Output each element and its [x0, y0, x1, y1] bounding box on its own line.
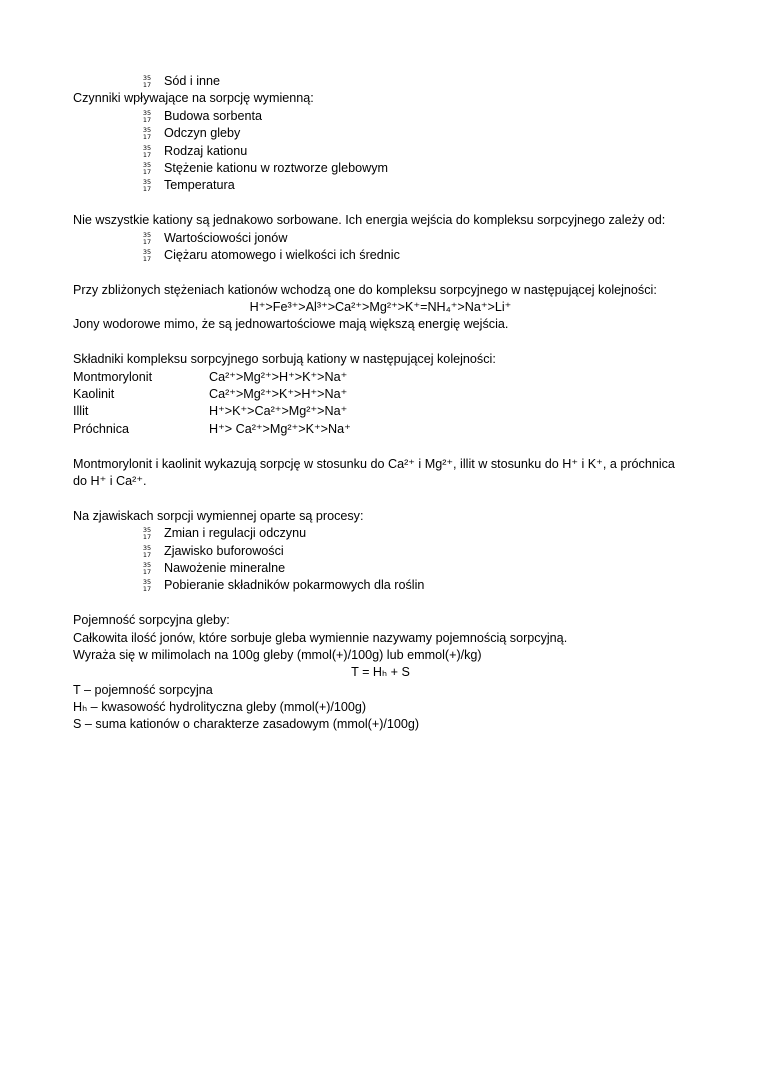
bullet-text: Rodzaj kationu: [164, 143, 248, 158]
bullet-item: [73, 143, 688, 160]
svg-text:35: 35: [142, 178, 152, 187]
wingding-bullet-icon: [141, 526, 153, 540]
paragraph-intro: Na zjawiskach sorpcji wymiennej oparte są procesy:: [73, 508, 364, 523]
cation-series: H⁺> Ca²⁺>Mg²⁺>K⁺>Na⁺: [209, 421, 351, 436]
wingding-bullet-icon: [141, 248, 153, 262]
definition-text: Całkowita ilość jonów, które sorbuje gleba wymiennie nazywamy pojemnością sorpcyjną.: [73, 630, 568, 645]
bullet-item: [73, 160, 688, 177]
svg-text:35: 35: [142, 160, 152, 169]
bullet-text: Pobieranie składników pokarmowych dla roślin: [164, 578, 425, 593]
bullet-item: [73, 543, 688, 560]
svg-text:35: 35: [142, 543, 152, 552]
mineral-name: Illit: [73, 404, 89, 419]
wingding-bullet-icon: [141, 178, 153, 192]
svg-text:35: 35: [142, 143, 152, 152]
factor-list: [73, 108, 688, 195]
wingding-bullet-icon: [141, 109, 153, 123]
wingding-bullet-icon: [141, 561, 153, 575]
svg-text:35: 35: [142, 526, 152, 535]
svg-text:35: 35: [142, 74, 152, 82]
paragraph-intro: Składniki kompleksu sorpcyjnego sorbują kationy w następującej kolejności:: [73, 352, 496, 367]
bullet-text: Stężenie kationu w roztworze glebowym: [164, 160, 388, 175]
bullet-text: Zjawisko buforowości: [164, 543, 284, 558]
svg-text:17: 17: [142, 185, 152, 193]
bullet-item: [73, 525, 688, 542]
process-list: [73, 525, 688, 595]
paragraph-note: Jony wodorowe mimo, że są jednowartościowe mają większą energię wejścia.: [73, 317, 509, 332]
section-heading: Czynniki wpływające na sorpcję wymienną:: [73, 91, 314, 106]
wingding-bullet-icon: [141, 161, 153, 175]
bullet-item: [73, 247, 688, 264]
bullet-item: [73, 125, 688, 142]
wingding-bullet-icon: [141, 144, 153, 158]
svg-text:35: 35: [142, 108, 152, 117]
svg-text:17: 17: [142, 533, 152, 541]
paragraph-intro: Przy zbliżonych stężeniach kationów wchodzą one do kompleksu sorpcyjnego w następującej kolejności:: [73, 282, 657, 297]
bullet-text: Zmian i regulacji odczynu: [164, 526, 307, 541]
bullet-text: Budowa sorbenta: [164, 108, 263, 123]
sorption-order-table: [73, 369, 688, 439]
svg-text:35: 35: [142, 560, 152, 569]
svg-text:17: 17: [142, 81, 152, 88]
svg-text:35: 35: [142, 578, 152, 587]
bullet-item: [73, 108, 688, 125]
paragraph-summary: Montmorylonit i kaolinit wykazują sorpcję w stosunku do Ca²⁺ i Mg²⁺, illit w stosunku do H⁺ i K⁺, a próchnica do H⁺ i Ca²⁺.: [73, 456, 675, 488]
bullet-text: Temperatura: [164, 178, 235, 193]
svg-text:35: 35: [142, 230, 152, 239]
legend-item: Hₕ – kwasowość hydrolityczna gleby (mmol(+)/100g): [73, 700, 367, 715]
bullet-item: [73, 577, 688, 594]
wingding-bullet-icon: [141, 578, 153, 592]
svg-text:17: 17: [142, 550, 152, 558]
bullet-item: [73, 560, 688, 577]
units-text: Wyraża się w milimolach na 100g gleby (mmol(+)/100g) lub emmol(+)/kg): [73, 647, 482, 662]
wingding-bullet-icon: [141, 231, 153, 245]
svg-text:17: 17: [142, 133, 152, 141]
svg-text:17: 17: [142, 237, 152, 245]
bullet-text: Nawożenie mineralne: [164, 560, 286, 575]
table-row: [73, 386, 688, 403]
table-row: [73, 369, 688, 386]
mineral-name: Montmorylonit: [73, 369, 153, 384]
svg-text:17: 17: [142, 167, 152, 175]
bullet-text: Ciężaru atomowego i wielkości ich średnic: [164, 247, 400, 262]
bullet-text: Sód i inne: [164, 74, 221, 88]
svg-text:17: 17: [142, 150, 152, 158]
cation-series: H⁺>K⁺>Ca²⁺>Mg²⁺>Na⁺: [209, 404, 348, 419]
svg-text:17: 17: [142, 254, 152, 262]
table-row: [73, 403, 688, 420]
table-row: [73, 421, 688, 438]
bullet-item: [73, 177, 688, 194]
svg-text:35: 35: [142, 247, 152, 256]
wingding-bullet-icon: [141, 74, 153, 88]
dependency-list: [73, 230, 688, 265]
wingding-bullet-icon: [141, 544, 153, 558]
legend-item: S – suma kationów o charakterze zasadowym (mmol(+)/100g): [73, 717, 420, 732]
bullet-text: Wartościowości jonów: [164, 230, 288, 245]
svg-text:17: 17: [142, 585, 152, 593]
legend-item: T – pojemność sorpcyjna: [73, 682, 213, 697]
bullet-item: [73, 73, 688, 90]
mineral-name: Kaolinit: [73, 387, 115, 402]
document-body: [73, 73, 688, 734]
mineral-name: Próchnica: [73, 421, 130, 436]
formula: T = Hₕ + S: [351, 665, 410, 680]
wingding-bullet-icon: [141, 126, 153, 140]
svg-text:17: 17: [142, 567, 152, 575]
paragraph-intro: Nie wszystkie kationy są jednakowo sorbowane. Ich energia wejścia do kompleksu sorpcyjnego zależy od:: [73, 213, 666, 228]
section-heading: Pojemność sorpcyjna gleby:: [73, 613, 230, 628]
bullet-item: [73, 230, 688, 247]
cation-series: Ca²⁺>Mg²⁺>K⁺>H⁺>Na⁺: [209, 387, 348, 402]
bullet-text: Odczyn gleby: [164, 126, 241, 141]
svg-text:35: 35: [142, 126, 152, 135]
cation-series: H⁺>Fe³⁺>Al³⁺>Ca²⁺>Mg²⁺>K⁺=NH₄⁺>Na⁺>Li⁺: [249, 300, 512, 315]
svg-text:17: 17: [142, 115, 152, 123]
cation-series: Ca²⁺>Mg²⁺>H⁺>K⁺>Na⁺: [209, 369, 348, 384]
